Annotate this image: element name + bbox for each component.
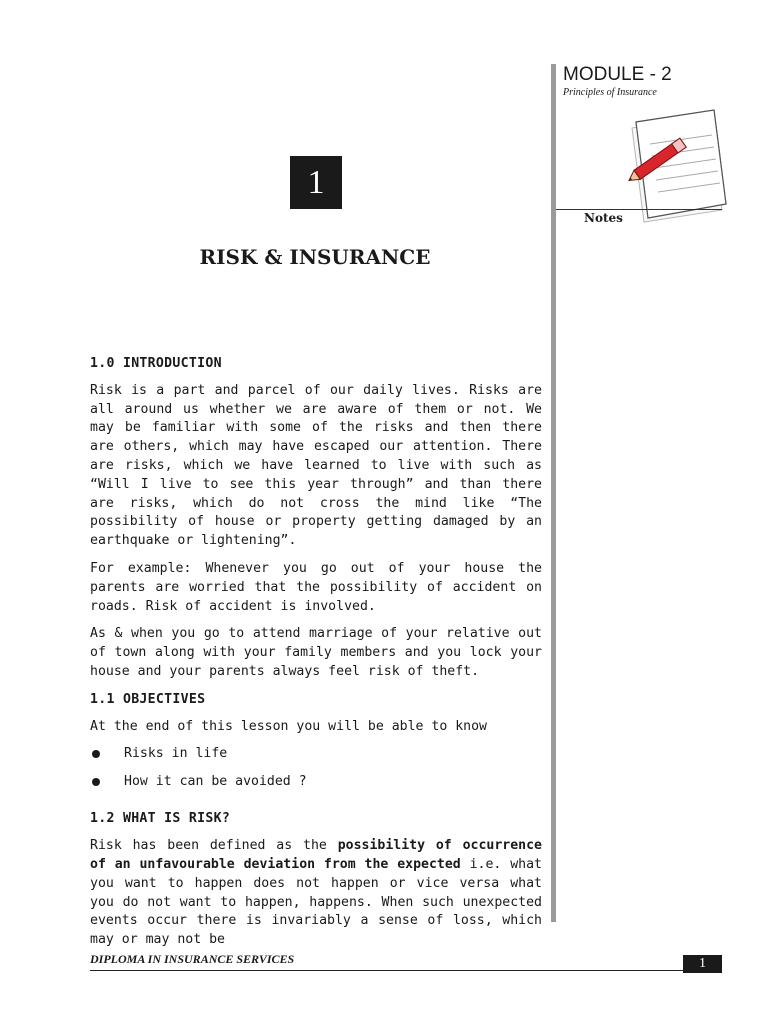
objectives-list — [90, 745, 542, 801]
intro-paragraph-1: Risk is a part and parcel of our daily lives. Risks are all around us whether we are aware of them or not. We may be familiar with some of the risks and then there are others, which may have escaped our attention. There are risks, which we have learned to live with such as “Will I live to see this year through” and than there are risks, which do not cross the mind like “The possibility of house or property getting damaged by an earthquake or lightening”. — [90, 382, 542, 549]
notes-label: Notes — [584, 211, 623, 225]
page-number: 1 — [683, 955, 722, 973]
module-label: MODULE - 2 — [563, 64, 672, 85]
margin-rule — [551, 64, 556, 922]
risk-text-end: i.e. what you want to happen does not happen or vice versa what you do not want to happen, happens. When such unexpected events occur there is invariably a sense of loss, which may or may not be — [90, 856, 542, 948]
module-subtitle: Principles of Insurance — [563, 87, 657, 98]
pencil-paper-icon — [622, 108, 728, 224]
section-heading-what-is-risk: 1.2 WHAT IS RISK? — [90, 811, 231, 827]
risk-text-bold: possibility of occurrence of an unfavourable deviation from the expected — [90, 838, 542, 872]
section-heading-introduction: 1.0 INTRODUCTION — [90, 356, 222, 371]
footer-rule — [90, 970, 722, 971]
list-item: Risks in life — [90, 745, 542, 773]
risk-text-start: Risk has been defined as the — [90, 838, 338, 854]
footer-title: DIPLOMA IN INSURANCE SERVICES — [90, 952, 295, 966]
main-content — [90, 355, 542, 959]
intro-paragraph-2: For example: Whenever you go out of your house the parents are worried that the possibility of accident on roads. Risk of accident is involved. — [90, 560, 542, 614]
intro-paragraph-3: As & when you go to attend marriage of your relative out of town along with your family members and you lock your house and your parents always feel risk of theft. — [90, 626, 542, 679]
chapter-number: 1 — [290, 156, 342, 209]
notes-divider — [556, 209, 722, 210]
objectives-intro: At the end of this lesson you will be able to know — [90, 718, 487, 734]
section-heading-objectives: 1.1 OBJECTIVES — [90, 691, 206, 707]
risk-definition-paragraph — [90, 837, 542, 950]
chapter-title: RISK & INSURANCE — [199, 245, 431, 269]
list-item: How it can be avoided ? — [90, 773, 542, 801]
